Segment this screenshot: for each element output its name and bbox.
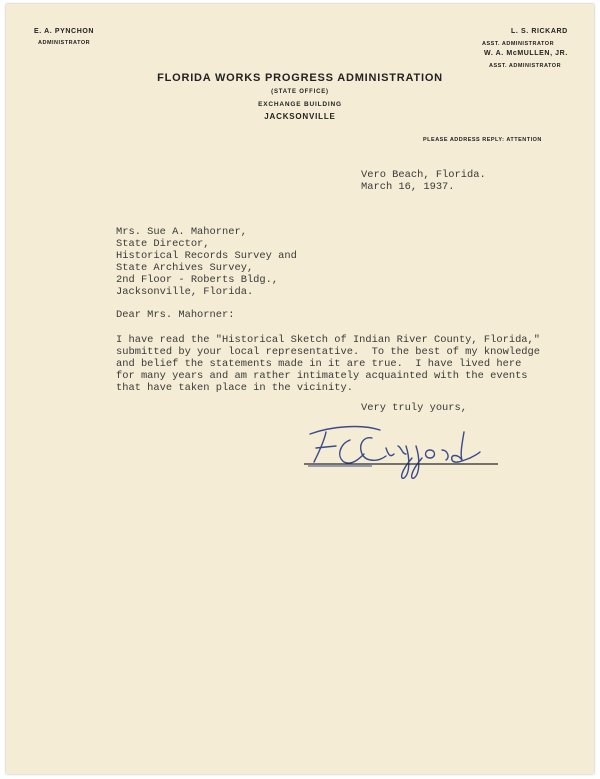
organization-name: FLORIDA WORKS PROGRESS ADMINISTRATION — [157, 72, 443, 84]
letter-place: Vero Beach, Florida. — [361, 169, 486, 181]
letter-page — [6, 4, 594, 774]
address-line: State Archives Survey, — [116, 262, 254, 274]
administrator-name: E. A. PYNCHON — [34, 28, 95, 35]
handwritten-signature — [302, 418, 502, 498]
address-line: Jacksonville, Florida. — [116, 286, 254, 298]
city-line: JACKSONVILLE — [264, 112, 336, 121]
body-line: I have read the "Historical Sketch of Indian River County, Florida," — [116, 334, 541, 346]
body-line: submitted by your local representative. To the best of my knowledge — [116, 346, 541, 358]
body-line: for many years and am rather intimately acquainted with the events — [116, 370, 528, 382]
body-line: that have taken place in the vicinity. — [116, 382, 353, 394]
address-line: Mrs. Sue A. Mahorner, — [116, 226, 247, 238]
asst-administrator-name-1: L. S. RICKARD — [511, 28, 568, 35]
letter-date: March 16, 1937. — [361, 181, 455, 193]
reply-note: PLEASE ADDRESS REPLY: ATTENTION — [423, 137, 542, 143]
building-line: EXCHANGE BUILDING — [258, 101, 342, 108]
salutation: Dear Mrs. Mahorner: — [116, 309, 235, 321]
asst-administrator-name-2: W. A. McMULLEN, JR. — [484, 50, 568, 57]
body-line: and belief the statements made in it are true. I have lived here — [116, 358, 522, 370]
address-line: State Director, — [116, 238, 210, 250]
address-line: Historical Records Survey and — [116, 250, 297, 262]
address-line: 2nd Floor - Roberts Bldg., — [116, 274, 279, 286]
office-line: (STATE OFFICE) — [271, 89, 329, 95]
asst-administrator-title-2: ASST. ADMINISTRATOR — [489, 63, 562, 69]
administrator-title: ADMINISTRATOR — [38, 40, 91, 46]
asst-administrator-title-1: ASST. ADMINISTRATOR — [482, 41, 555, 47]
closing: Very truly yours, — [361, 402, 468, 414]
